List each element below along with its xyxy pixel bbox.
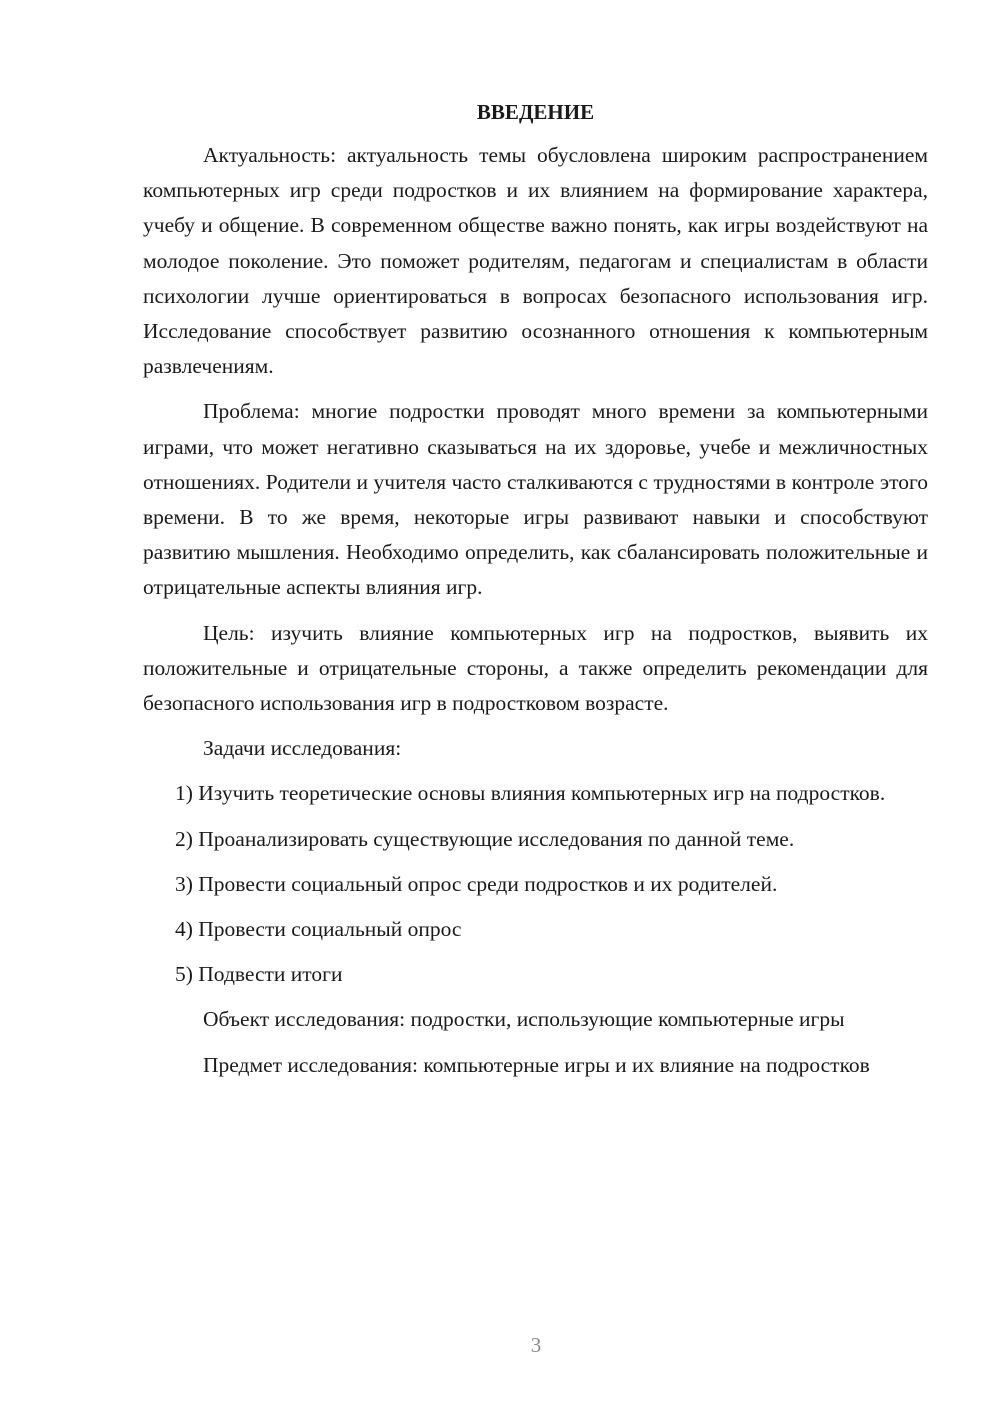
task-item-3: 3) Провести социальный опрос среди подростков и их родителей. bbox=[175, 871, 778, 896]
paragraph-object: Объект исследования: подростки, использующие компьютерные игры bbox=[203, 1007, 845, 1032]
document-page bbox=[143, 96, 928, 1093]
task-item-5: 5) Подвести итоги bbox=[175, 962, 343, 987]
task-item-1: 1) Изучить теоретические основы влияния компьютерных игр на подростков. bbox=[175, 781, 886, 806]
page-number: 3 bbox=[530, 1333, 542, 1357]
paragraph-relevance: Актуальность: актуальность темы обусловлена широким распространением компьютерных игр среди подростков и их влиянием на формирование характера, учебу и общение. В современном обществе важно понять, как игры воздействуют на молодое поколение. Это поможет родителям, педагогам и специалистам в области психологии лучше ориентироваться в вопросах безопасного использования игр. Исследование способствует развитию осознанного отношения к компьютерным развлечениям. bbox=[143, 143, 928, 379]
page-title: ВВЕДЕНИЕ bbox=[476, 100, 595, 124]
paragraph-goal: Цель: изучить влияние компьютерных игр на подростков, выявить их положительные и отрицательные стороны, а также определить рекомендации для безопасного использования игр в подростковом возрасте. bbox=[143, 620, 928, 716]
paragraph-problem: Проблема: многие подростки проводят много времени за компьютерными играми, что может негативно сказываться на их здоровье, учебе и межличностных отношениях. Родители и учителя часто сталкиваются с трудностями в контроле этого времени. В то же время, некоторые игры развивают навыки и способствуют развитию мышления. Необходимо определить, как сбалансировать положительные и отрицательные аспекты влияния игр. bbox=[143, 399, 928, 600]
paragraph-tasks-heading: Задачи исследования: bbox=[203, 736, 402, 761]
task-item-2: 2) Проанализировать существующие исследования по данной теме. bbox=[175, 826, 795, 851]
paragraph-subject: Предмет исследования: компьютерные игры и их влияние на подростков bbox=[203, 1052, 870, 1077]
task-item-4: 4) Провести социальный опрос bbox=[175, 917, 462, 942]
